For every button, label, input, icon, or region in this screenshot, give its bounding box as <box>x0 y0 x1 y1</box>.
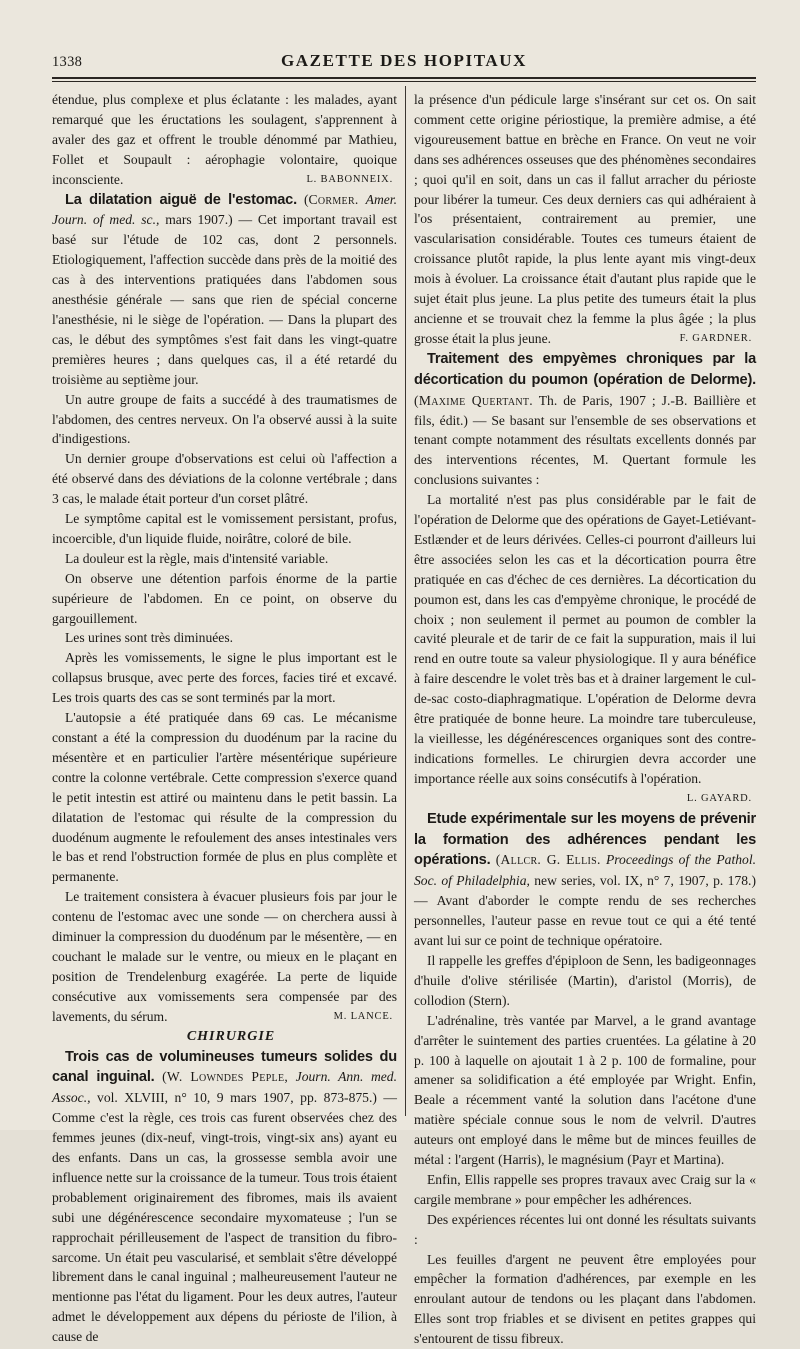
article-author: (W. Lowndes Peple, <box>162 1069 289 1085</box>
paragraph: On observe une détention parfois énorme de la partie supérieure de l'abdomen. En ce point, on observe du gargouillement. <box>52 570 397 626</box>
page-number: 1338 <box>52 54 83 70</box>
article-text: Th. de Paris, 1907 ; J.-B. Baillière et fils, édit.) — Se basant sur l'ensemble de ses observations et tenant compte notamment des résultats excellents donnés par des interventions récentes, M. Quertant formule les conclusions suivantes : <box>414 392 756 488</box>
header-rule-thick <box>52 77 756 79</box>
paragraph <box>414 90 756 349</box>
article-tumeurs-canal-inguinal <box>52 1047 397 1348</box>
paragraph: Des expériences récentes lui ont donné les résultats suivants : <box>414 1211 756 1247</box>
paragraph <box>52 887 397 1026</box>
paragraph <box>52 90 397 190</box>
paragraph-text: La mortalité n'est pas plus considérable par le fait de l'opération de Delorme que des opérations de Gayet-Letiévant-Estlænder et de leurs dérivées. Celles-ci pourront d'ailleurs lui être associées selon les cas et la décortication pourra être pratiquée en cas d'échec de ces dernières. La décortication du poumon est, dans les cas d'empyème chronique, le procédé de choix ; non seulement il permet au poumon de combler la cavité pleurale et de tarir de ce fait la suppuration, mais il lui rend en outre toute sa valeur physiologique. Il y aura bénéfice à faire descendre le volet très bas et à drainer largement le cul-de-sac costo-diaphragmatique. L'opération de Delorme devra être pratiquée de bonne heure. La moindre tare tuberculeuse, la vieillesse, les dégénérescences organiques sont des contre-indications formelles. Le chirurgien devra accorder une importance réelle aux soins consécutifs à l'opération. <box>414 492 756 786</box>
paragraph: L'autopsie a été pratiquée dans 69 cas. Le mécanisme constant a été la compression du duodénum par la racine du mésentère et en particulier l'artère mésentérique supérieure contre la colonne vertébrale. Cette compression s'exerce quand le petit intestin est attiré ou maintenu dans le petit bassin. La dilatation de l'estomac qui résulte de la compression du duodénum augmente le refoulement des anses intestinales vers le bas et rend l'obstruction formée de plus en plus complète et permanente. <box>52 710 397 885</box>
article-reference: Proceedings of the Pathol. Soc. of Philadelphia, <box>414 852 756 889</box>
paragraph: L'adrénaline, très vantée par Marvel, a le grand avantage d'arrêter le suintement des parties cruentées. La gélatine à 20 p. 100 à laquelle on ajoutait 1 à 2 p. 100 de formaline, pour amener sa solidification a été employée par Wright. Enfin, Beale a récemment vanté la solution dans l'acétone d'une matière spéciale connue sous le nom de velvril. D'autres auteurs ont employé dans le même but de minces feuilles de métal : l'argent (Harris), le magnésium (Payr et Martina). <box>414 1012 756 1168</box>
article-text: new series, vol. IX, n° 7, 1907, p. 178.) — Avant d'aborder le compte rendu de ses recherches personnelles, l'auteur passe en revue tout ce qui a été tenté avant lui sur ce point de technique opératoire. <box>414 873 756 949</box>
paragraph: Un dernier groupe d'observations est celui où l'affection a été observé dans des déviations de la colonne vertébrale ; dans 3 cas, le malade était porteur d'un corset plâtré. <box>52 451 397 507</box>
paragraph-text: Le traitement consistera à évacuer plusieurs fois par jour le contenu de l'estomac avec une sonde — on cherchera aussi à diminuer la compression du duodénum par le mésentère, — en couchant le malade sur le ventre, ou mieux en le plaçant en position de Trendelenburg exagérée. La perte de liquide consécutive aux vomissements sera compensée par des lavements, du sérum. <box>52 889 397 1024</box>
article-author: Cormer. <box>308 191 359 207</box>
article-adherences-operations <box>414 809 756 951</box>
paragraph-text: la présence d'un pédicule large s'insérant sur cet os. On sait comment cette origine périostique, la première admise, a été vigoureusement battue en brèche en France. On veut ne voir dans ses adhérences osseuses que des phénomènes secondaires ; quoi qu'il en soit, dans un cas il fallut arracher du périoste pour libérer la tumeur. Ces deux derniers cas qui adhéraient à l'os présentaient, contrairement au premier, une vascularisation considérable. Toutes ces tumeurs étaient de croissance plutôt rapide, la plus lente ayant mis vingt-deux mois à évoluer. La croissance était d'autant plus rapide que le sujet était plus jeune. La plus petite des tumeurs était la plus ancienne et se trouvait chez la femme la plus âgée ; la plus grosse était la plus jeune. <box>414 92 756 346</box>
article-title: Etude expérimentale sur les moyens de prévenir la formation des adhérences pendant les opérations. <box>414 810 756 869</box>
article-text: vol. XLVIII, n° 10, 9 mars 1907, pp. 873-875.) — Comme c'est la règle, ces trois cas furent observées chez des femmes jeunes (dix-neuf, vingt-trois, vingt-six ans) ayant eu des enfants. Dans un cas, la grossesse sembla avoir une influence nette sur la croissance de la tumeur. Tous trois étaient probablement originairement des fibromes, mais ils avaient subi une dégénérescence secondaire myxomateuse ; l'un se rapprochait périlleusement de l'aspect de transition du fibro-sarcome. Un était peu vascularisé, et semblait s'être développé librement dans le canal inguinal ; malheureusement l'auteur ne mentionne pas l'état du ligament. Pour les deux autres, l'auteur admet le développement aux dépens du périoste de l'ilion, à cause de <box>52 1090 398 1345</box>
author-signature: L. BABONNEIX. <box>306 173 393 185</box>
section-heading: CHIRURGIE <box>186 1028 276 1044</box>
paragraph-text: étendue, plus complexe et plus éclatante : les malades, ayant remarqué que les éructations les soulagent, s'apprennent à avaler des gaz et offrent le trouble dénommé par Mathieu, Follet et Soupault : aérophagie volontaire, quoique inconsciente. <box>52 92 397 187</box>
article-author: (Allcr. G. Ellis. <box>495 852 601 868</box>
paragraph: Les feuilles d'argent ne peuvent être employées pour empêcher la formation d'adhérences, par exemple en les enroulant autour de tendons ou les plaçant dans l'abdomen. Elles sont trop friables et se divisent en petites grappes qui s'entourent de tissu fibreux. <box>414 1251 756 1347</box>
paragraph: Il rappelle les greffes d'épiploon de Senn, les badigeonnages d'huile d'olive stérilisée (Martin), d'aristol (Morris), de collodion (Stern). <box>414 952 756 1008</box>
article-author: (Maxime Quertant. <box>414 392 533 408</box>
article-title: Traitement des empyèmes chroniques par la décortication du poumon (opération de Delorme). <box>414 350 756 388</box>
paragraph: Après les vomissements, le signe le plus important est le collapsus brusque, avec perte des forces, facies tiré et excavé. Les trois quarts des cas se sont terminés par la mort. <box>52 650 397 706</box>
paragraph: Enfin, Ellis rappelle ses propres travaux avec Craig sur la « cargile membrane » pour empêcher les adhérences. <box>414 1171 756 1207</box>
header-rule-thin <box>52 81 756 82</box>
paragraph <box>414 490 756 809</box>
paragraph: Les urines sont très diminuées. <box>65 630 234 646</box>
article-title: Trois cas de volumineuses tumeurs solides du canal inguinal. <box>52 1048 397 1086</box>
right-column <box>414 90 756 1349</box>
running-title: GAZETTE DES HOPITAUX <box>280 51 528 70</box>
paragraph: La douleur est la règle, mais d'intensité variable. <box>65 550 329 566</box>
left-column <box>52 90 397 1347</box>
author-signature: L. GAYARD. <box>686 792 752 804</box>
author-signature: F. GARDNER. <box>679 332 752 344</box>
author-signature: M. LANCE. <box>333 1010 393 1022</box>
article-title: La dilatation aiguë de l'estomac. <box>65 191 297 208</box>
paragraph: Un autre groupe de faits a succédé à des traumatismes de l'abdomen, des centres nerveux. On l'a observé aussi à la suite d'indigestions. <box>52 391 397 447</box>
article-empyemes-chroniques <box>414 349 756 490</box>
paragraph: Le symptôme capital est le vomissement persistant, profus, incoercible, d'un liquide fluide, noirâtre, coloré de bile. <box>52 511 397 546</box>
page-header <box>52 50 756 76</box>
article-text: mars 1907.) — Cet important travail est basé sur l'étude de 102 cas, dont 2 personnels. Etiologiquement, l'affection succède dans près de la moitié des cas à des interventions pratiquées dans l'abdomen sous anesthésie générale — sans que rien de spécial concerne l'anesthésie, ni le siège de l'opération. — Dans la plupart des cas, le début des symptômes s'est fait dans les vingt-quatre premières heures ; dans quelques cas, il a été retardé du troisième au septième jour. <box>52 212 397 387</box>
article-dilatation-estomac: La dilatation aiguë de l'estomac. (Cormer. Amer. Journ. of med. sc., mars 1907.) — Cet important travail est basé sur l'étude de 102 cas, dont 2 personnels. Etiologiquement, l'affection succède dans près de la moitié des cas à des interventions pratiquées dans l'abdomen sous anesthésie générale — sans que rien de spécial concerne l'anesthésie, ni le siège de l'opération. — Dans la plupart des cas, le début des symptômes s'est fait dans les vingt-quatre premières heures ; dans quelques cas, il a été retardé du troisième au septième jour. <box>52 191 397 387</box>
column-divider <box>405 86 406 1116</box>
article-reference: Amer. Journ. of med. sc., <box>52 191 397 228</box>
article-reference: Journ. Ann. med. Assoc., <box>52 1069 397 1106</box>
